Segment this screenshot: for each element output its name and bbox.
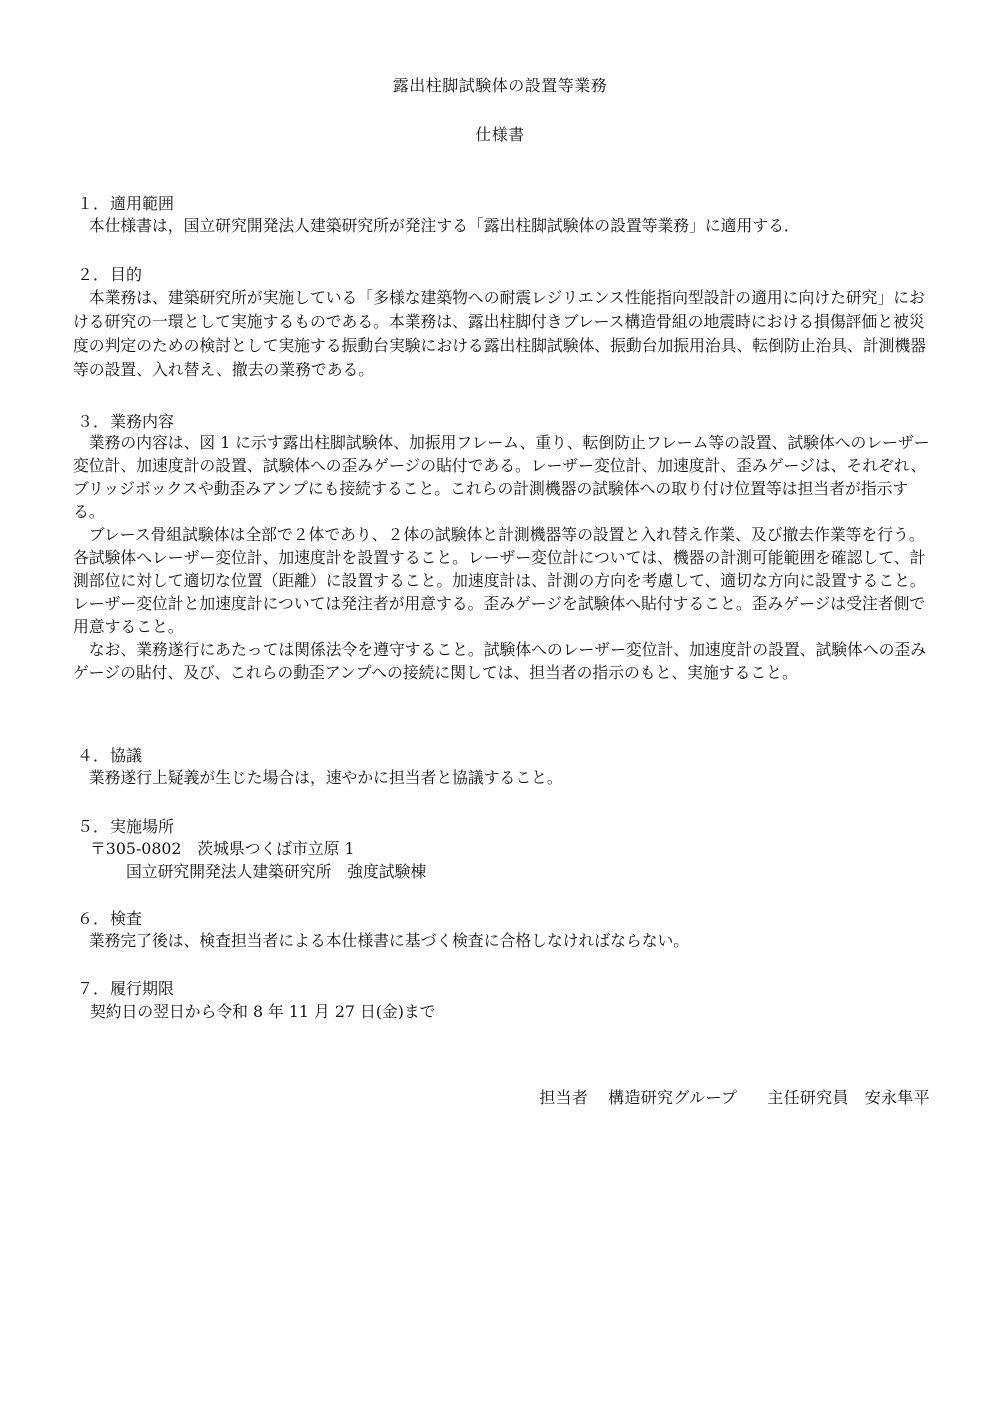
paragraph: 業務完了後は、検査担当者による本仕様書に基づく検査に合格しなければならない。 <box>88 931 690 950</box>
section-body-2 <box>73 286 935 382</box>
section-heading-6 <box>77 906 142 929</box>
section-number: ２． <box>77 265 110 284</box>
paragraph: なお、業務遂行にあたっては関係法令を遵守すること。試験体へのレーザー変位計、加速度計の設置、試験体への歪みゲージの貼付、及び、これらの動歪アンプへの接続に関しては、担当者の指示のもと、実施すること。 <box>73 640 927 682</box>
section-title: 実施場所 <box>110 817 175 836</box>
section-heading-7 <box>77 976 174 999</box>
signature-name: 安永隼平 <box>864 1088 930 1107</box>
address-line: 〒305-0802 茨城県つくば市立原 1 <box>90 839 355 858</box>
section-number: ３． <box>77 412 110 431</box>
document-title: 露出柱脚試験体の設置等業務 <box>392 76 608 95</box>
section-heading-1 <box>77 191 174 214</box>
document-subtitle: 仕様書 <box>475 125 525 144</box>
section-number: １． <box>77 194 110 213</box>
section-number: ４． <box>77 746 110 765</box>
section-title: 協議 <box>110 746 143 765</box>
section-heading-3 <box>77 409 174 432</box>
section-title: 履行期限 <box>110 979 175 998</box>
section-title: 目的 <box>110 265 143 284</box>
section-body-6 <box>73 929 935 952</box>
deadline-line: 契約日の翌日から令和 8 年 11 月 27 日(金)まで <box>90 1002 436 1021</box>
paragraph: 本業務は、建築研究所が実施している「多様な建築物への耐震レジリエンス性能指向型設計の適用に向けた研究」における研究の一環として実施するものである。本業務は、露出柱脚付きブレース構造骨組の地震時における損傷評価と被災度の判定のための検討として実施する振動台実験における露出柱脚試験体、振動台加振用治具、転倒防止治具、計測機器等の設置、入れ替え、撤去の業務である。 <box>73 288 927 379</box>
section-body-4 <box>73 766 935 789</box>
section-heading-5 <box>77 814 174 837</box>
paragraph: 業務の内容は、図 1 に示す露出柱脚試験体、加振用フレーム、重り、転倒防止フレーム等の設置、試験体へのレーザー変位計、加速度計の設置、試験体への歪みゲージの貼付である。レーザー変位計、加速度計、歪みゲージは、それぞれ、ブリッジボックスや動歪みアンプにも接続すること。これらの計測機器の試験体への取り付け位置等は担当者が指示する。 <box>73 433 930 521</box>
signature-label: 担当者 <box>539 1088 589 1107</box>
section-heading-4 <box>77 743 142 766</box>
section-number: ７． <box>77 979 110 998</box>
signature-position: 主任研究員 <box>767 1088 849 1107</box>
signature-block <box>539 1085 930 1108</box>
paragraph: 業務遂行上疑義が生じた場合は，速やかに担当者と協議すること。 <box>88 768 563 787</box>
facility-line: 国立研究開発法人建築研究所 強度試験棟 <box>126 862 427 881</box>
section-number: ５． <box>77 817 110 836</box>
section-title: 適用範囲 <box>110 194 175 213</box>
section-body-3 <box>73 431 935 684</box>
section-title: 業務内容 <box>110 412 175 431</box>
section-title: 検査 <box>110 909 143 928</box>
paragraph: 本仕様書は，国立研究開発法人建築研究所が発注する「露出柱脚試験体の設置等業務」に適用する． <box>88 216 800 235</box>
section-body-1 <box>73 214 935 237</box>
section-heading-2 <box>77 262 142 285</box>
section-number: ６． <box>77 909 110 928</box>
paragraph: ブレース骨組試験体は全部で２体であり、２体の試験体と計測機器等の設置と入れ替え作業、及び撤去作業等を行う。各試験体へレーザー変位計、加速度計を設置すること。レーザー変位計については、機器の計測可能範囲を確認して、計測部位に対して適切な位置（距離）に設置すること。加速度計は、計測の方向を考慮して、適切な方向に設置すること。レーザー変位計と加速度計については発注者が用意する。歪みゲージを試験体へ貼付すること。歪みゲージは受注者側で用意すること。 <box>73 525 926 636</box>
signature-group: 構造研究グループ <box>608 1088 738 1107</box>
